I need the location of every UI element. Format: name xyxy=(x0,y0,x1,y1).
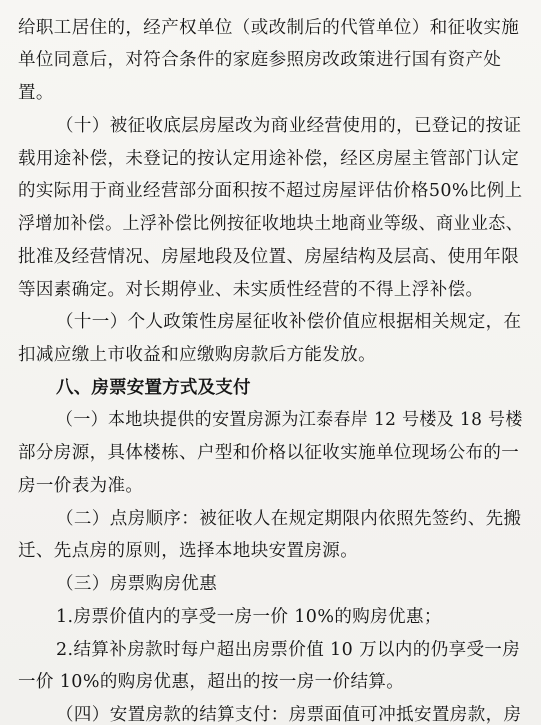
body-text-line: 部分房源，具体楼栋、户型和价格以征收实施单位现场公布的一 xyxy=(18,443,520,463)
body-text-line: （四）安置房款的结算支付：房票面值可冲抵安置房款，房 xyxy=(56,705,522,725)
body-text-line: （十）被征收底层房屋改为商业经营使用的，已登记的按证 xyxy=(56,116,522,136)
body-text-line: 给职工居住的，经产权单位（或改制后的代管单位）和征收实施 xyxy=(18,18,520,38)
body-text-line: 迁、先点房的原则，选择本地块安置房源。 xyxy=(18,541,359,561)
body-text-line: 浮增加补偿。上浮补偿比例按征收地块土地商业等级、商业业态、 xyxy=(18,214,524,234)
body-text-line: 一价 10%的购房优惠，超出的按一房一价结算。 xyxy=(18,672,405,692)
body-text-line: （一）本地块提供的安置房源为江泰春岸 12 号楼及 18 号楼 xyxy=(56,410,523,430)
body-text-line: 批准及经营情况、房屋地段及位置、房屋结构及层高、使用年限 xyxy=(18,247,520,267)
body-text-line: 2.结算补房款时每户超出房票价值 10 万以内的仍享受一房 xyxy=(56,640,521,660)
body-text-line: 扣减应缴上市收益和应缴购房款后方能发放。 xyxy=(18,345,376,365)
body-text-line: 单位同意后，对符合条件的家庭参照房改政策进行国有资产处 xyxy=(18,50,502,70)
body-text-line: （二）点房顺序：被征收人在规定期限内依照先签约、先搬 xyxy=(56,509,522,529)
body-text-line: （十一）个人政策性房屋征收补偿价值应根据相关规定，在 xyxy=(56,312,522,332)
body-text-line: 置。 xyxy=(18,83,54,103)
section-heading: 八、房票安置方式及支付 xyxy=(56,378,251,398)
body-text-line: 等因素确定。对长期停业、未实质性经营的不得上浮补偿。 xyxy=(18,280,484,300)
body-text-line: 的实际用于商业经营部分面积按不超过房屋评估价格50%比例上 xyxy=(18,181,523,201)
body-text-line: 房一价表为准。 xyxy=(18,476,144,496)
body-text-line: 载用途补偿，未登记的按认定用途补偿，经区房屋主管部门认定 xyxy=(18,149,520,169)
body-text-line: （三）房票购房优惠 xyxy=(56,574,218,594)
body-text-line: 1.房票价值内的享受一房一价 10%的购房优惠； xyxy=(56,607,442,627)
